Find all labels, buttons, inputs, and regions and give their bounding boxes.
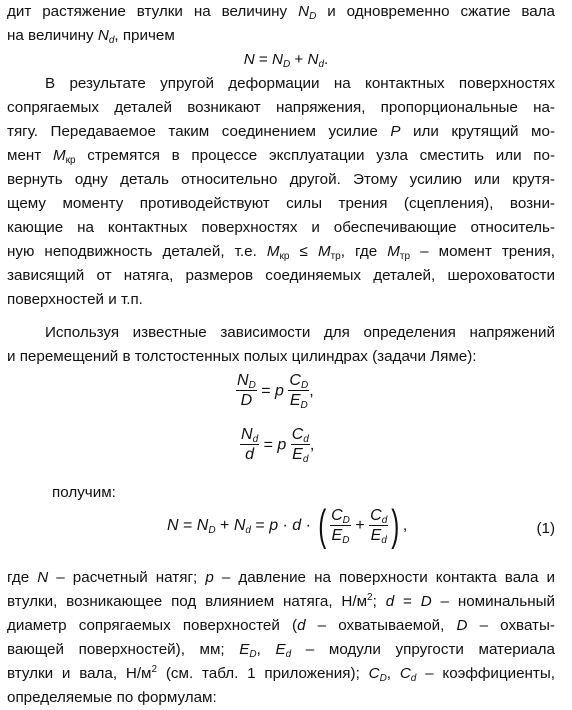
var: N: [233, 517, 246, 535]
subscript: d: [318, 59, 325, 70]
subscript: d: [285, 649, 292, 660]
text-run: – охватываемой,: [305, 617, 457, 634]
text-line-2: [7, 24, 555, 48]
operator: =: [394, 593, 421, 610]
text-run: дит растяжение втулки на величину: [7, 3, 299, 20]
operator: =: [178, 517, 197, 535]
text-line-7: [7, 144, 555, 168]
text-line-18: [7, 590, 555, 614]
fraction: [330, 507, 351, 546]
var: D: [240, 392, 253, 409]
operator: ≤: [289, 243, 318, 260]
text-line-21: [7, 662, 555, 686]
subscript: d: [252, 434, 259, 445]
subscript: d: [381, 514, 388, 526]
subscript: кр: [65, 155, 76, 166]
fraction: [240, 426, 259, 465]
var: N: [167, 517, 179, 535]
text-run: вающей поверхностей), мм;: [7, 641, 240, 658]
var: N: [307, 51, 319, 68]
subscript: d: [108, 35, 115, 46]
text-run: – номинальный: [431, 593, 555, 610]
subscript: D: [248, 380, 256, 391]
subscript: кр: [279, 251, 290, 262]
text-line-12: зависящий от натяга, размеров соединяемых деталей, шероховатости: [7, 267, 555, 284]
text-run: – коэффициенты,: [416, 665, 555, 682]
text-run: втулки, возникающее под влиянием натяга, Н/м: [7, 593, 368, 610]
operator: =: [254, 51, 272, 68]
text-run: мент: [7, 147, 53, 164]
var: C: [368, 665, 380, 682]
subscript: d: [381, 534, 387, 546]
var: N: [241, 426, 253, 443]
var: p: [277, 436, 287, 454]
text-line-16: получим:: [52, 484, 116, 501]
text-run: , причем: [114, 27, 175, 44]
text-line-1: [7, 0, 555, 24]
fraction: [288, 372, 309, 411]
punct: .: [324, 51, 329, 68]
text-run: , где: [340, 243, 388, 260]
var: N: [243, 51, 255, 68]
text-line-10: кающие на контактных поверхностях и обеспечивающие относитель-: [7, 219, 555, 236]
var: N: [272, 51, 283, 68]
var: N: [37, 569, 49, 586]
text-line-13: поверхностей и т.п.: [7, 291, 143, 308]
text-line-22: определяемые по формулам:: [7, 689, 217, 706]
operator: =: [250, 517, 270, 535]
operator: =: [263, 436, 273, 454]
var: N: [97, 27, 109, 44]
punct: ,: [386, 665, 400, 682]
formula-n-total: [167, 501, 408, 550]
operator: +: [290, 51, 308, 68]
var: C: [289, 372, 301, 389]
var: C: [399, 665, 411, 682]
text-line-5: сопрягаемых деталей возникают напряжения, пропорциональные на-: [7, 99, 555, 116]
operator: +: [355, 517, 365, 535]
text-run: и одновременно сжатие вала: [316, 3, 555, 20]
var: M: [266, 243, 280, 260]
text-run: или крутящий мо-: [400, 123, 556, 140]
text-line-8: вернуть одну деталь относительно другой. Этому усилию или крутя-: [7, 171, 555, 188]
text-run: – расчетный натяг;: [48, 569, 206, 586]
subscript: d: [410, 673, 417, 684]
formula-nd-over-d: [236, 372, 314, 411]
text-run: на величину: [7, 27, 98, 44]
var: P: [390, 123, 401, 140]
text-run: (см. табл. 1 приложения);: [157, 665, 369, 682]
var: M: [52, 147, 66, 164]
text-line-4: В результате упругой деформации на контактных поверхностях: [45, 75, 555, 92]
text-line-20: [7, 638, 555, 662]
formula-nd-over-d-small: [240, 426, 314, 465]
text-run: – модули упругости материала: [291, 641, 555, 658]
subscript: D: [208, 525, 216, 537]
text-line-9: щему моменту противодействуют силы трения (сцепления), возни-: [7, 195, 555, 212]
punct: ,: [309, 436, 315, 454]
var: d: [385, 593, 395, 610]
subscript: D: [342, 534, 350, 546]
fraction: [291, 426, 310, 465]
fraction: [369, 507, 388, 546]
subscript: тр: [330, 251, 341, 262]
text-line-19: [7, 614, 555, 638]
var: N: [237, 372, 249, 389]
text-run: – охваты-: [467, 617, 555, 634]
var: E: [292, 446, 303, 463]
var: E: [331, 526, 343, 544]
text-line-15: и перемещений в толстостенных полых цилиндрах (задачи Ляме):: [7, 348, 477, 365]
text-run: ;: [372, 593, 386, 610]
var: C: [370, 506, 382, 524]
subscript: d: [245, 525, 251, 537]
text-run: тягу. Передаваемое таким соединением усилие: [7, 123, 391, 140]
var: p · d ·: [269, 517, 311, 535]
superscript: 2: [151, 664, 158, 675]
subscript: D: [342, 514, 350, 526]
var: p: [205, 569, 214, 586]
var: D: [456, 617, 468, 634]
var: N: [298, 3, 310, 20]
punct: ,: [309, 382, 314, 400]
text-line-11: [7, 240, 555, 264]
subscript: d: [302, 454, 309, 465]
var: p: [275, 382, 284, 400]
fraction: [236, 372, 257, 411]
subscript: D: [300, 400, 308, 411]
superscript: 2: [367, 592, 373, 603]
subscript: d: [303, 434, 309, 445]
right-paren: ): [391, 501, 400, 550]
text-line-17: [7, 566, 555, 590]
var: C: [291, 426, 304, 443]
var: M: [387, 243, 400, 260]
var: E: [275, 641, 286, 658]
var: E: [239, 641, 250, 658]
subscript: тр: [399, 251, 411, 262]
operator: =: [261, 382, 271, 400]
text-run: – давление на поверхности контакта вала и: [213, 569, 556, 586]
var: E: [289, 392, 301, 409]
left-paren: (: [318, 501, 327, 550]
subscript: D: [300, 380, 309, 391]
text-line-6: [7, 120, 555, 144]
text-run: где: [7, 569, 38, 586]
text-run: втулки и вала, Н/м: [7, 665, 152, 682]
text-run: ную неподвижность деталей, т.е.: [7, 243, 267, 260]
punct: ,: [256, 641, 276, 658]
subscript: D: [309, 11, 317, 22]
equation-number: (1): [536, 520, 555, 537]
var: d: [297, 617, 306, 634]
subscript: D: [249, 649, 257, 660]
var: M: [317, 243, 331, 260]
text-run: диаметр сопрягаемых поверхностей (: [7, 617, 298, 634]
var: D: [420, 593, 432, 610]
operator: +: [215, 517, 234, 535]
var: d: [245, 446, 255, 463]
text-run: – момент трения,: [410, 243, 555, 260]
var: N: [196, 517, 209, 535]
subscript: D: [282, 59, 291, 70]
subscript: D: [379, 673, 387, 684]
var: E: [370, 526, 382, 544]
text-line-14: Используя известные зависимости для определения напряжений: [45, 324, 555, 341]
text-run: стремятся в процессе эксплуатации узла сместить или по-: [75, 147, 555, 164]
var: C: [331, 506, 343, 524]
punct: ,: [402, 517, 408, 535]
equation-n-sum: [0, 48, 572, 72]
